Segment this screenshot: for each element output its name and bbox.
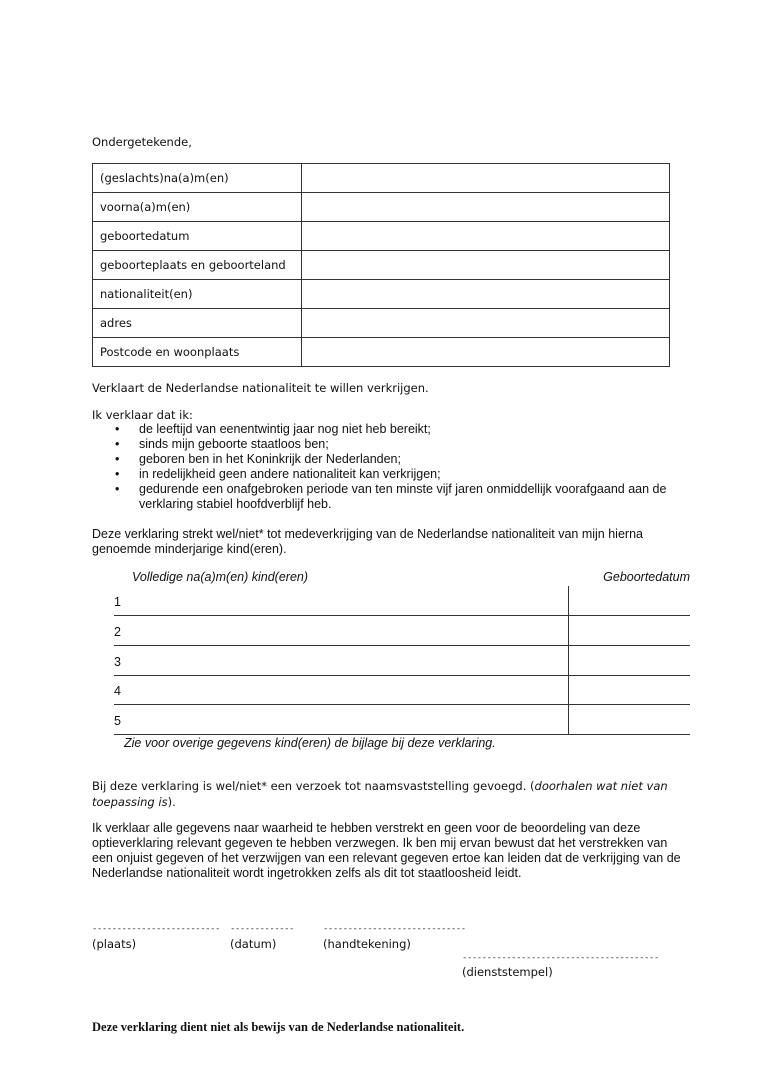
list-item: • gedurende een onafgebroken periode van ten minste vijf jaren onmiddellijk voorafgaand aan de verklaring stabiel hoofdverblijf heb.	[115, 482, 675, 512]
field-value-birthplace[interactable]	[302, 251, 670, 280]
col-date-header: Geboortedatum	[603, 570, 690, 584]
place-label: (plaats)	[92, 937, 137, 951]
field-label: (geslachts)na(a)m(en)	[93, 164, 302, 193]
signature-line: -----------------------------	[323, 924, 466, 934]
list-item: • geboren ben in het Koninkrijk der Nederlanden;	[115, 452, 675, 467]
field-label: geboortedatum	[93, 222, 302, 251]
signature-label: (handtekening)	[323, 937, 411, 951]
footer-note: Deze verklaring dient niet als bewijs van de Nederlandse nationaliteit.	[92, 1020, 465, 1034]
date-label: (datum)	[230, 937, 277, 951]
date-line: -------------	[230, 924, 294, 934]
field-label: geboorteplaats en geboorteland	[93, 251, 302, 280]
table-row[interactable]	[92, 675, 690, 705]
declare-intro: Ik verklaar dat ik:	[92, 408, 193, 422]
table-row	[93, 222, 670, 251]
field-value-postcode[interactable]	[302, 338, 670, 367]
row-number: 2	[114, 625, 121, 639]
name-request-text: Bij deze verklaring is wel/niet* een verzoek tot naamsvaststelling gevoegd. (doorhalen wat niet van toepassing is).	[92, 779, 668, 809]
table-row	[93, 164, 670, 193]
table-row[interactable]	[92, 616, 690, 646]
table-row	[93, 193, 670, 222]
row-number: 4	[114, 684, 121, 698]
row-number: 1	[114, 595, 121, 609]
list-item: • sinds mijn geboorte staatloos ben;	[115, 437, 675, 452]
stamp-label: (dienststempel)	[462, 965, 553, 979]
field-label: Postcode en woonplaats	[93, 338, 302, 367]
field-label: nationaliteit(en)	[93, 280, 302, 309]
table-row[interactable]	[92, 705, 690, 735]
row-number: 5	[114, 714, 121, 728]
field-value-firstnames[interactable]	[302, 193, 670, 222]
intro-text: Ondergetekende,	[92, 135, 192, 149]
field-value-address[interactable]	[302, 309, 670, 338]
table-row	[93, 251, 670, 280]
row-number: 3	[114, 655, 121, 669]
table-row	[93, 309, 670, 338]
row-line	[114, 734, 690, 735]
declaration-text: Verklaart de Nederlandse nationaliteit te willen verkrijgen.	[92, 381, 429, 395]
field-value-birthdate[interactable]	[302, 222, 670, 251]
table-row	[93, 338, 670, 367]
children-note: Zie voor overige gegevens kind(eren) de bijlage bij deze verklaring.	[124, 736, 496, 750]
field-label: adres	[93, 309, 302, 338]
children-table-header	[92, 570, 690, 586]
field-value-nationality[interactable]	[302, 280, 670, 309]
field-value-surname[interactable]	[302, 164, 670, 193]
list-item: • in redelijkheid geen andere nationaliteit kan verkrijgen;	[115, 467, 675, 482]
truth-statement: Ik verklaar alle gegevens naar waarheid te hebben verstrekt en geen voor de beoordeling van deze optieverklaring relevant gegeven te hebben verzwegen. Ik ben mij ervan bewust dat het verstrekken van een onjuist gegeven of het verzwijgen van een relevant gegeven ertoe kan leiden dat de verkrijging van de Nederlandse nationaliteit wordt ingetrokken zelfs als dit tot staatloosheid leidt.	[92, 821, 681, 880]
conditions-list	[115, 422, 675, 512]
table-row[interactable]	[92, 586, 690, 616]
place-line: --------------------------	[92, 924, 220, 934]
field-label: voorna(a)m(en)	[93, 193, 302, 222]
table-row	[93, 280, 670, 309]
personal-details-table	[92, 163, 670, 367]
list-item: • de leeftijd van eenentwintig jaar nog niet heb bereikt;	[115, 422, 675, 437]
col-name-header: Volledige na(a)m(en) kind(eren)	[132, 570, 309, 584]
children-statement: Deze verklaring strekt wel/niet* tot medeverkrijging van de Nederlandse nationaliteit van mijn hierna genoemde minderjarige kind(eren).	[92, 527, 643, 556]
table-row[interactable]	[92, 646, 690, 676]
stamp-line: ----------------------------------------	[462, 953, 659, 963]
column-divider	[568, 586, 569, 735]
